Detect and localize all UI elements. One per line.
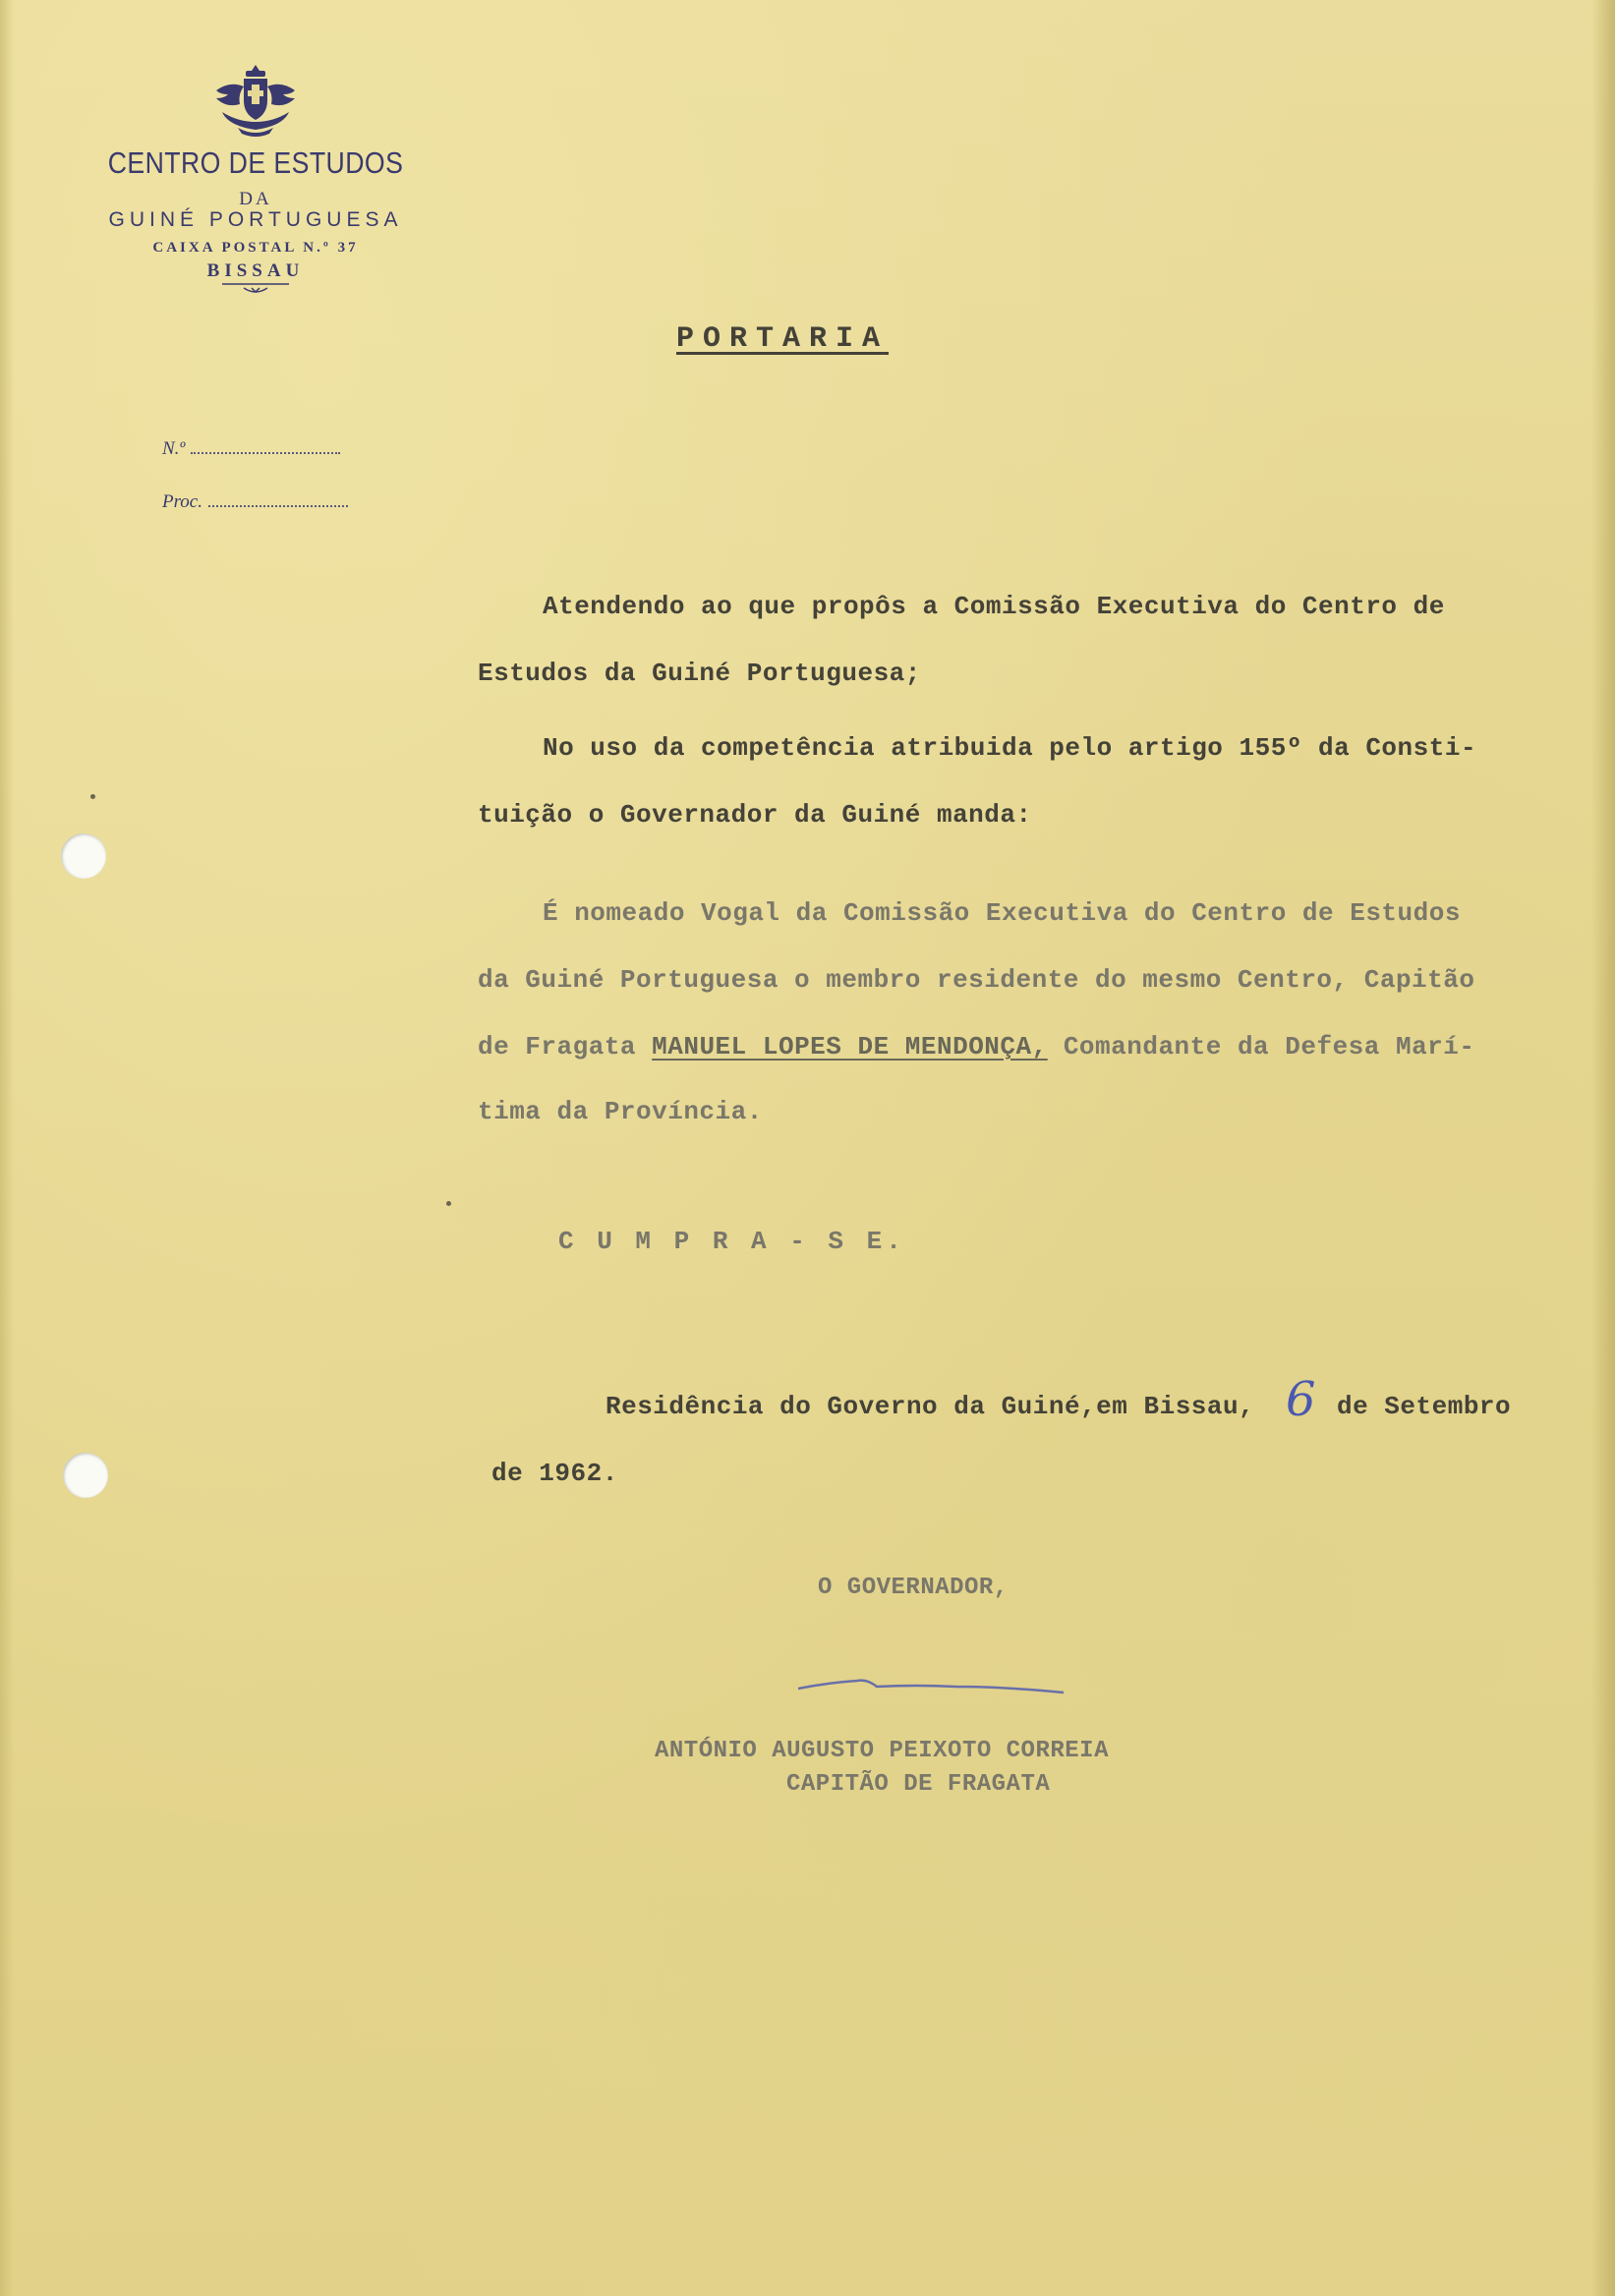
- number-label: N.º: [162, 438, 186, 459]
- process-dotted-line: [208, 503, 348, 507]
- paragraph3-line3-suffix: Comandante da Defesa Marí-: [1063, 1032, 1475, 1062]
- handwritten-day: 6: [1286, 1372, 1316, 1427]
- number-field: [162, 438, 340, 460]
- document-title: PORTARIA: [676, 322, 890, 356]
- postal-box: CAIXA POSTAL N.º 37: [152, 240, 359, 256]
- appointee-name: MANUEL LOPES DE MENDONÇA,: [652, 1032, 1048, 1062]
- punch-hole-lower: [63, 1453, 108, 1498]
- paragraph2-line1: No uso da competência atribuida pelo artigo 155º da Consti-: [543, 733, 1477, 763]
- paragraph3-line4: tima da Província.: [478, 1097, 763, 1126]
- punch-hole-upper: [61, 833, 106, 879]
- coat-of-arms-icon: [208, 61, 303, 140]
- signature-stroke: [798, 1671, 1073, 1700]
- paper-speck: [446, 1201, 451, 1206]
- cumpra-se: C U M P R A - S E.: [558, 1227, 905, 1256]
- org-region: GUINÉ PORTUGUESA: [108, 208, 403, 231]
- governor-label: O GOVERNADOR,: [818, 1575, 1009, 1601]
- paper-speck: [90, 794, 95, 799]
- number-dotted-line: [191, 450, 340, 454]
- process-field: [162, 491, 348, 513]
- org-da: DA: [239, 189, 272, 209]
- signatory-name: ANTÓNIO AUGUSTO PEIXOTO CORREIA: [655, 1738, 1109, 1764]
- ornament-flourish-icon: [216, 282, 295, 296]
- paragraph3-line1: É nomeado Vogal da Comissão Executiva do Centro de Estudos: [543, 898, 1461, 928]
- paragraph1-line2: Estudos da Guiné Portuguesa;: [478, 659, 921, 688]
- paragraph3-line3: [478, 1032, 1475, 1062]
- paper-edge-right: [1591, 0, 1615, 2296]
- residence-line1-suffix: de Setembro: [1337, 1392, 1512, 1421]
- residence-line2: de 1962.: [491, 1459, 618, 1488]
- org-city: BISSAU: [206, 260, 305, 281]
- paper-edge-left: [0, 0, 14, 2296]
- paragraph3-line2: da Guiné Portuguesa o membro residente do mesmo Centro, Capitão: [478, 965, 1475, 995]
- signatory-rank: CAPITÃO DE FRAGATA: [786, 1771, 1051, 1798]
- paragraph2-line2: tuição o Governador da Guiné manda:: [478, 800, 1032, 830]
- org-name: CENTRO DE ESTUDOS: [107, 145, 404, 180]
- process-label: Proc.: [162, 491, 202, 512]
- paragraph1-line1: Atendendo ao que propôs a Comissão Executiva do Centro de: [543, 592, 1445, 621]
- residence-line1-prefix: Residência do Governo da Guiné,em Bissau,: [606, 1392, 1255, 1421]
- letterhead: [79, 61, 433, 296]
- paragraph3-line3-prefix: de Fragata: [478, 1032, 637, 1062]
